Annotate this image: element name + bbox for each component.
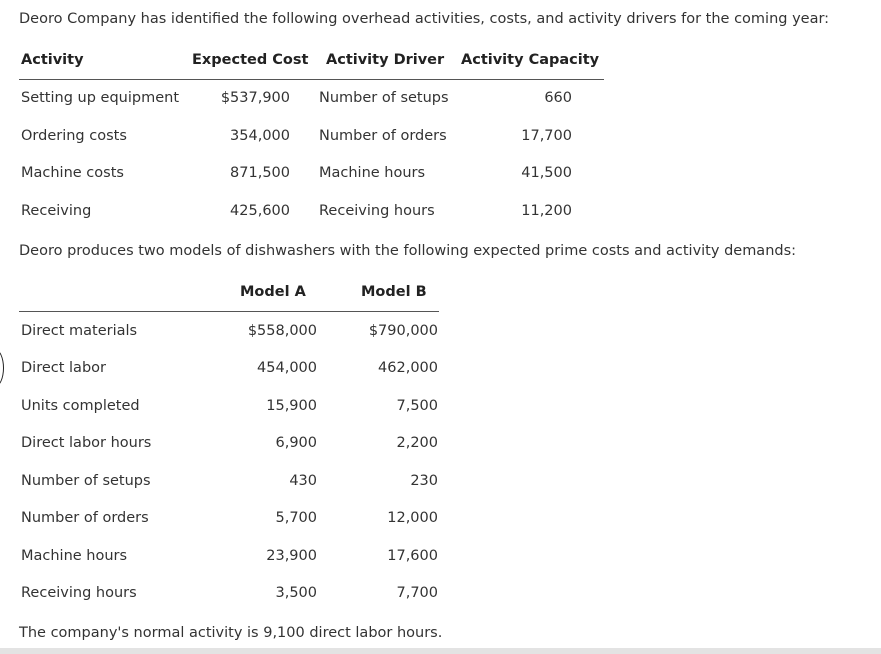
row-label: Direct labor bbox=[21, 360, 106, 376]
activity-driver-header: Activity Driver bbox=[326, 52, 445, 68]
model-a-value: 6,900 bbox=[275, 435, 317, 451]
row-label: Direct materials bbox=[21, 323, 138, 339]
model-a-value: $558,000 bbox=[247, 323, 317, 339]
activity-name: Machine costs bbox=[21, 165, 124, 181]
activity-name: Ordering costs bbox=[21, 128, 127, 144]
intro-text: Deoro Company has identified the following overhead activities, costs, and activity drivers for the coming year: bbox=[19, 11, 830, 27]
activity-header-rule bbox=[19, 79, 604, 80]
activity-name: Setting up equipment bbox=[21, 90, 179, 106]
activity-driver: Receiving hours bbox=[319, 203, 435, 219]
footer-text: The company's normal activity is 9,100 direct labor hours. bbox=[19, 625, 443, 641]
activity-capacity: 660 bbox=[544, 90, 572, 106]
model-b-value: 2,200 bbox=[396, 435, 438, 451]
edge-arc-decoration bbox=[0, 349, 4, 387]
expected-cost: 871,500 bbox=[230, 165, 290, 181]
expected-cost: 354,000 bbox=[230, 128, 290, 144]
activity-capacity: 17,700 bbox=[521, 128, 572, 144]
models-intro-text: Deoro produces two models of dishwashers with the following expected prime costs and activity demands: bbox=[19, 243, 797, 259]
activity-header: Activity bbox=[21, 52, 84, 68]
horizontal-scrollbar[interactable] bbox=[0, 648, 881, 654]
activity-capacity-header: Activity Capacity bbox=[461, 52, 600, 68]
expected-cost: 425,600 bbox=[230, 203, 290, 219]
model-a-value: 3,500 bbox=[275, 585, 317, 601]
activity-driver: Number of orders bbox=[319, 128, 447, 144]
row-label: Number of setups bbox=[21, 473, 151, 489]
activity-driver: Number of setups bbox=[319, 90, 449, 106]
model-a-value: 454,000 bbox=[257, 360, 317, 376]
model-b-value: $790,000 bbox=[368, 323, 438, 339]
activity-capacity: 41,500 bbox=[521, 165, 572, 181]
expected-cost: $537,900 bbox=[220, 90, 290, 106]
row-label: Receiving hours bbox=[21, 585, 137, 601]
expected-cost-header: Expected Cost bbox=[192, 52, 309, 68]
model-b-value: 7,500 bbox=[396, 398, 438, 414]
activity-driver: Machine hours bbox=[319, 165, 426, 181]
model-b-header: Model B bbox=[361, 284, 427, 300]
model-a-header: Model A bbox=[240, 284, 306, 300]
model-a-value: 15,900 bbox=[266, 398, 317, 414]
row-label: Machine hours bbox=[21, 548, 128, 564]
model-b-value: 17,600 bbox=[387, 548, 438, 564]
row-label: Direct labor hours bbox=[21, 435, 152, 451]
models-header-rule bbox=[19, 311, 439, 312]
model-b-value: 462,000 bbox=[378, 360, 438, 376]
row-label: Number of orders bbox=[21, 510, 149, 526]
model-b-value: 7,700 bbox=[396, 585, 438, 601]
model-b-value: 230 bbox=[410, 473, 438, 489]
model-a-value: 5,700 bbox=[275, 510, 317, 526]
row-label: Units completed bbox=[21, 398, 140, 414]
activity-capacity: 11,200 bbox=[521, 203, 572, 219]
model-a-value: 23,900 bbox=[266, 548, 317, 564]
model-a-value: 430 bbox=[289, 473, 317, 489]
model-b-value: 12,000 bbox=[387, 510, 438, 526]
activity-name: Receiving bbox=[21, 203, 92, 219]
